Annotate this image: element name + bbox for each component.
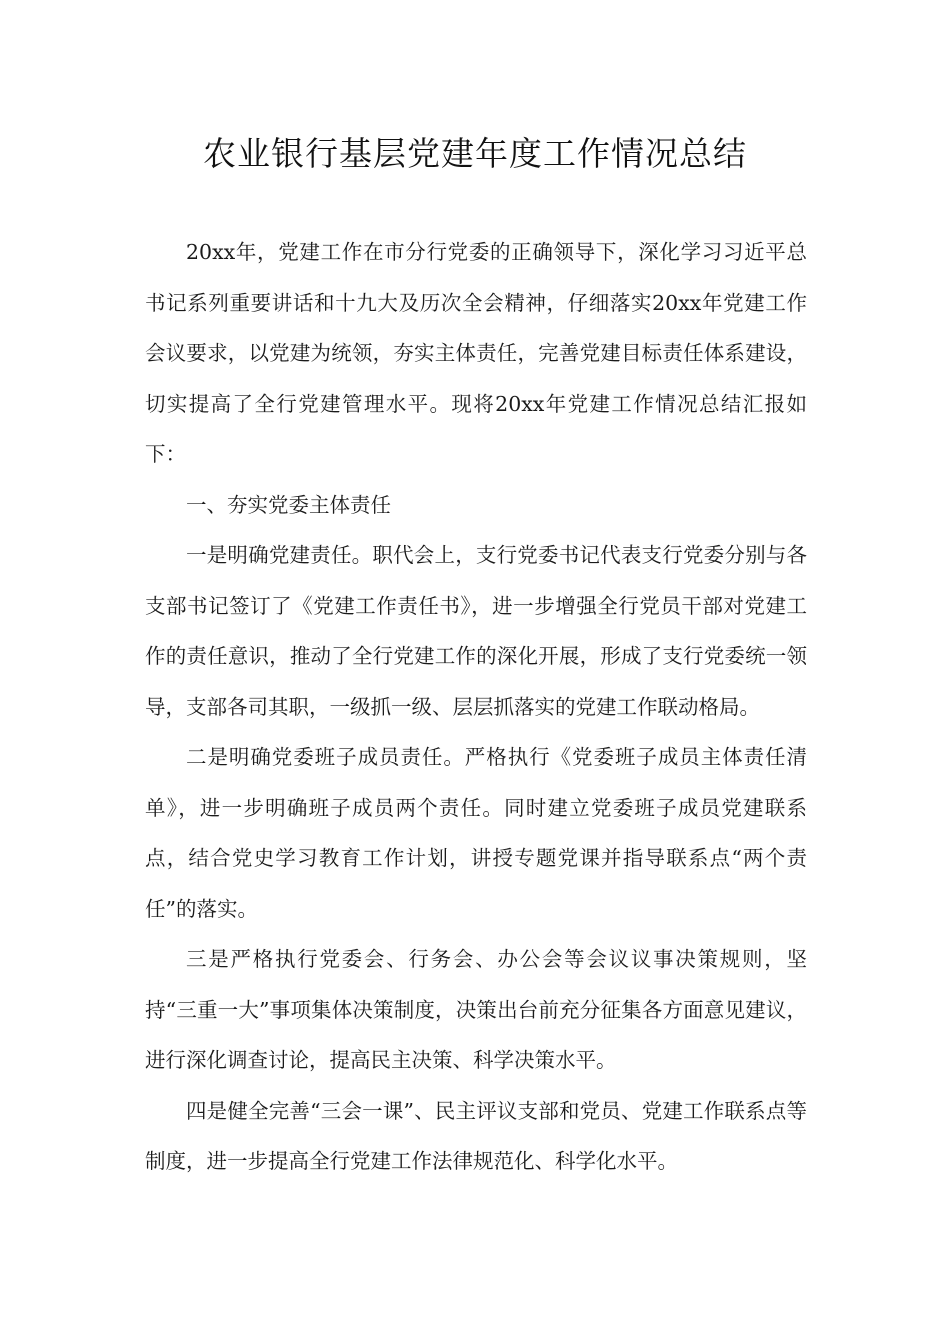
paragraph-item-3: 三是严格执行党委会、行务会、办公会等会议议事决策规则，坚持“三重一大”事项集体决策制度，决策出台前充分征集各方面意见建议，进行深化调查讨论，提高民主决策、科学决策水平。 [145,947,807,1072]
document-title: 农业银行基层党建年度工作情况总结 [203,134,747,173]
section-heading-1: 一、夯实党委主体责任 [186,492,391,517]
paragraph-item-1: 一是明确党建责任。职代会上，支行党委书记代表支行党委分别与各支部书记签订了《党建工作责任书》，进一步增强全行党员干部对党建工作的责任意识，推动了全行党建工作的深化开展，形成了支行党委统一领导，支部各司其职，一级抓一级、层层抓落实的党建工作联动格局。 [145,543,807,719]
paragraph-intro: 20xx年，党建工作在市分行党委的正确领导下，深化学习习近平总书记系列重要讲话和十九大及历次全会精神，仔细落实20xx年党建工作会议要求，以党建为统领，夯实主体责任，完善党建目标责任体系建设，切实提高了全行党建管理水平。现将20xx年党建工作情况总结汇报如下： [145,240,807,466]
paragraph-item-2: 二是明确党委班子成员责任。严格执行《党委班子成员主体责任清单》，进一步明确班子成员两个责任。同时建立党委班子成员党建联系点，结合党史学习教育工作计划，讲授专题党课并指导联系点“两个责任”的落实。 [145,745,807,921]
paragraph-item-4: 四是健全完善“三会一课”、民主评议支部和党员、党建工作联系点等制度，进一步提高全行党建工作法律规范化、科学化水平。 [145,1098,807,1173]
document-body [145,227,807,1187]
